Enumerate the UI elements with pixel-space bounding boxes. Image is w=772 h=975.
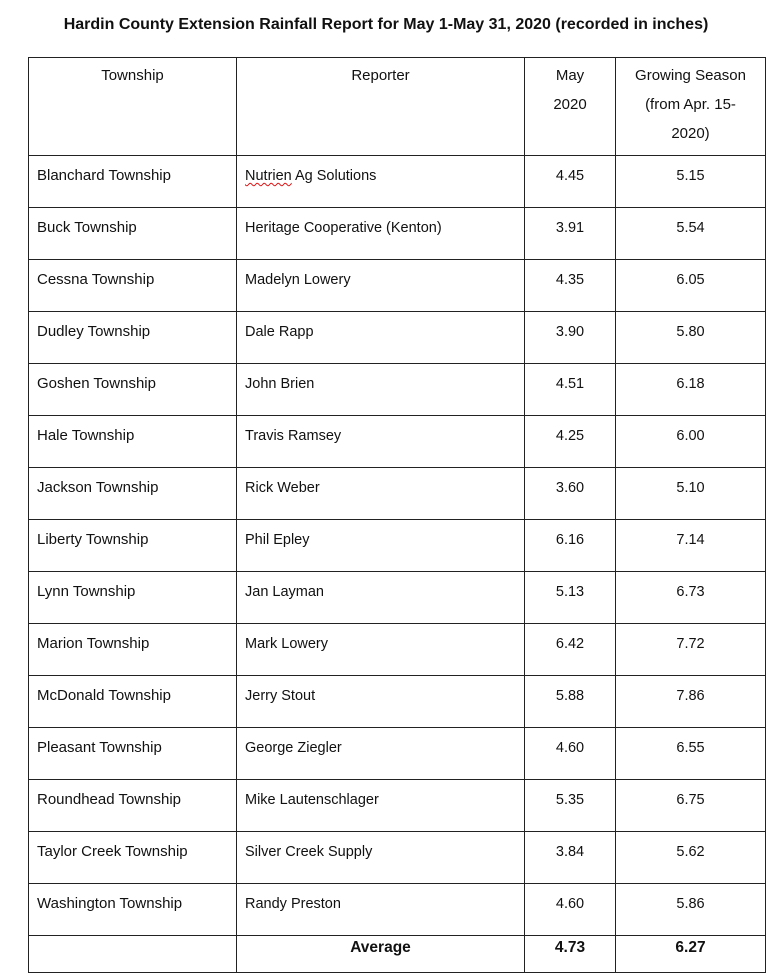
reporter-name-text: Dale Rapp	[245, 324, 314, 340]
reporter-cell	[237, 676, 525, 728]
may-rainfall-cell	[525, 468, 616, 520]
township-name: Taylor Creek Township	[37, 843, 188, 860]
reporter-name	[237, 520, 524, 550]
reporter-name-text: John Brien	[245, 376, 315, 392]
table-row	[29, 728, 766, 780]
township-cell	[29, 156, 237, 208]
reporter-cell	[237, 260, 525, 312]
may-rainfall-value: 3.91	[555, 220, 585, 236]
rainfall-table	[28, 57, 766, 973]
may-rainfall-value: 4.25	[555, 428, 585, 444]
may-rainfall-cell	[525, 572, 616, 624]
township-cell	[29, 416, 237, 468]
table-row	[29, 520, 766, 572]
average-blank-cell	[29, 936, 237, 973]
header-season-line3: 2020)	[671, 125, 710, 142]
may-rainfall-cell	[525, 364, 616, 416]
season-rainfall-cell	[616, 624, 766, 676]
table-row	[29, 312, 766, 364]
reporter-cell	[237, 884, 525, 936]
reporter-name-text: Mike Lautenschlager	[245, 792, 379, 808]
header-season-line1: Growing Season	[635, 67, 746, 84]
table-row	[29, 468, 766, 520]
township-name: Jackson Township	[37, 479, 159, 496]
season-rainfall-value: 6.00	[676, 428, 705, 444]
season-rainfall-value: 6.73	[676, 584, 705, 600]
township-name: Marion Township	[37, 635, 150, 652]
township-name: Liberty Township	[37, 531, 149, 548]
township-name: Washington Township	[37, 895, 183, 912]
may-rainfall-value: 5.35	[555, 792, 585, 808]
may-rainfall-cell	[525, 624, 616, 676]
header-township	[29, 58, 237, 156]
season-rainfall-value: 6.05	[676, 272, 705, 288]
township-cell	[29, 312, 237, 364]
header-may-2020	[525, 58, 616, 156]
season-rainfall-cell	[616, 156, 766, 208]
table-row	[29, 416, 766, 468]
table-row	[29, 832, 766, 884]
table-row	[29, 208, 766, 260]
season-rainfall-cell	[616, 416, 766, 468]
season-rainfall-cell	[616, 780, 766, 832]
may-rainfall-value: 5.88	[555, 688, 585, 704]
township-name: Hale Township	[37, 427, 135, 444]
may-rainfall-cell	[525, 728, 616, 780]
may-rainfall-value: 6.42	[555, 636, 585, 652]
average-label-cell	[237, 936, 525, 973]
report-title: Hardin County Extension Rainfall Report for May 1-May 31, 2020 (recorded in inches)	[63, 16, 709, 33]
season-rainfall-cell	[616, 260, 766, 312]
may-rainfall-cell	[525, 260, 616, 312]
average-township	[29, 936, 236, 938]
reporter-name-text: Mark Lowery	[245, 636, 328, 652]
may-rainfall-cell	[525, 416, 616, 468]
reporter-name	[237, 260, 524, 290]
township-cell	[29, 780, 237, 832]
reporter-name	[237, 416, 524, 446]
average-season-cell	[616, 936, 766, 973]
average-label: Average	[350, 939, 411, 956]
may-rainfall-cell	[525, 156, 616, 208]
reporter-name-text: Madelyn Lowery	[245, 272, 351, 288]
may-rainfall-cell	[525, 780, 616, 832]
season-rainfall-cell	[616, 520, 766, 572]
township-cell	[29, 572, 237, 624]
may-rainfall-value: 3.90	[555, 324, 585, 340]
may-rainfall-value: 3.84	[555, 844, 585, 860]
reporter-name-text: Phil Epley	[245, 532, 310, 548]
header-growing-season	[616, 58, 766, 156]
may-rainfall-cell	[525, 312, 616, 364]
season-rainfall-value: 7.14	[676, 532, 705, 548]
reporter-name	[237, 624, 524, 654]
season-rainfall-value: 7.86	[676, 688, 705, 704]
reporter-cell	[237, 520, 525, 572]
season-rainfall-cell	[616, 884, 766, 936]
reporter-name	[237, 780, 524, 810]
table-row	[29, 780, 766, 832]
may-rainfall-value: 4.51	[555, 376, 585, 392]
table-row	[29, 572, 766, 624]
reporter-name-text: Travis Ramsey	[245, 428, 342, 444]
township-cell	[29, 468, 237, 520]
township-name: Goshen Township	[37, 375, 156, 392]
season-rainfall-cell	[616, 728, 766, 780]
reporter-name	[237, 468, 524, 498]
season-rainfall-value: 5.62	[676, 844, 705, 860]
township-name: Pleasant Township	[37, 739, 162, 756]
township-name: Buck Township	[37, 219, 137, 236]
reporter-cell	[237, 728, 525, 780]
season-rainfall-value: 5.10	[676, 480, 705, 496]
season-rainfall-cell	[616, 832, 766, 884]
average-may-value: 4.73	[554, 939, 586, 956]
reporter-name-text: Silver Creek Supply	[245, 844, 373, 860]
may-rainfall-value: 4.60	[555, 896, 585, 912]
reporter-name-text: Heritage Cooperative (Kenton)	[245, 220, 442, 236]
township-name: Blanchard Township	[37, 167, 171, 184]
township-name: Dudley Township	[37, 323, 151, 340]
may-rainfall-cell	[525, 884, 616, 936]
season-rainfall-cell	[616, 468, 766, 520]
reporter-name-text: Jan Layman	[245, 584, 324, 600]
season-rainfall-value: 5.86	[676, 896, 705, 912]
reporter-cell	[237, 468, 525, 520]
reporter-cell	[237, 364, 525, 416]
season-rainfall-value: 6.55	[676, 740, 705, 756]
may-rainfall-value: 6.16	[555, 532, 585, 548]
average-row	[29, 936, 766, 973]
season-rainfall-value: 7.72	[676, 636, 705, 652]
header-reporter-label: Reporter	[351, 67, 410, 84]
may-rainfall-cell	[525, 520, 616, 572]
township-cell	[29, 364, 237, 416]
reporter-name	[237, 572, 524, 602]
township-cell	[29, 728, 237, 780]
reporter-name	[237, 208, 524, 238]
season-rainfall-cell	[616, 676, 766, 728]
reporter-name-text: Randy Preston	[245, 896, 341, 912]
may-rainfall-value: 4.60	[555, 740, 585, 756]
table-row	[29, 260, 766, 312]
may-rainfall-cell	[525, 676, 616, 728]
table-row	[29, 624, 766, 676]
table-row	[29, 884, 766, 936]
header-township-label: Township	[101, 67, 164, 84]
reporter-cell	[237, 572, 525, 624]
township-cell	[29, 676, 237, 728]
reporter-name	[237, 312, 524, 342]
may-rainfall-value: 3.60	[555, 480, 585, 496]
table-row	[29, 156, 766, 208]
reporter-name-text: George Ziegler	[245, 740, 342, 756]
reporter-name-text: Ag Solutions	[291, 168, 377, 184]
township-cell	[29, 884, 237, 936]
header-row	[29, 58, 766, 156]
season-rainfall-cell	[616, 364, 766, 416]
township-name: Lynn Township	[37, 583, 136, 600]
reporter-cell	[237, 208, 525, 260]
may-rainfall-value: 4.45	[555, 168, 585, 184]
reporter-cell	[237, 832, 525, 884]
season-rainfall-cell	[616, 208, 766, 260]
township-cell	[29, 260, 237, 312]
reporter-name	[237, 156, 524, 186]
township-name: McDonald Township	[37, 687, 171, 704]
season-rainfall-value: 6.18	[676, 376, 705, 392]
reporter-cell	[237, 624, 525, 676]
reporter-name	[237, 676, 524, 706]
township-name: Cessna Township	[37, 271, 155, 288]
township-cell	[29, 520, 237, 572]
reporter-name	[237, 728, 524, 758]
reporter-name-flagged: Nutrien	[245, 168, 292, 184]
season-rainfall-value: 5.15	[676, 168, 705, 184]
reporter-cell	[237, 780, 525, 832]
average-may-cell	[525, 936, 616, 973]
may-rainfall-value: 4.35	[555, 272, 585, 288]
table-row	[29, 676, 766, 728]
header-may-line2: 2020	[553, 96, 587, 113]
season-rainfall-value: 6.75	[676, 792, 705, 808]
may-rainfall-value: 5.13	[555, 584, 585, 600]
header-reporter	[237, 58, 525, 156]
table-row	[29, 364, 766, 416]
township-cell	[29, 832, 237, 884]
reporter-cell	[237, 156, 525, 208]
reporter-name	[237, 884, 524, 914]
township-cell	[29, 208, 237, 260]
header-season-line2: (from Apr. 15-	[645, 96, 736, 113]
season-rainfall-cell	[616, 312, 766, 364]
reporter-cell	[237, 312, 525, 364]
season-rainfall-value: 5.54	[676, 220, 705, 236]
township-cell	[29, 624, 237, 676]
header-may-line1: May	[555, 67, 585, 84]
season-rainfall-cell	[616, 572, 766, 624]
township-name: Roundhead Township	[37, 791, 182, 808]
reporter-cell	[237, 416, 525, 468]
reporter-name	[237, 832, 524, 862]
season-rainfall-value: 5.80	[676, 324, 705, 340]
may-rainfall-cell	[525, 208, 616, 260]
average-season-value: 6.27	[675, 939, 706, 956]
reporter-name	[237, 364, 524, 394]
reporter-name-text: Rick Weber	[245, 480, 320, 496]
may-rainfall-cell	[525, 832, 616, 884]
table-body	[29, 156, 766, 973]
reporter-name-text: Jerry Stout	[245, 688, 316, 704]
